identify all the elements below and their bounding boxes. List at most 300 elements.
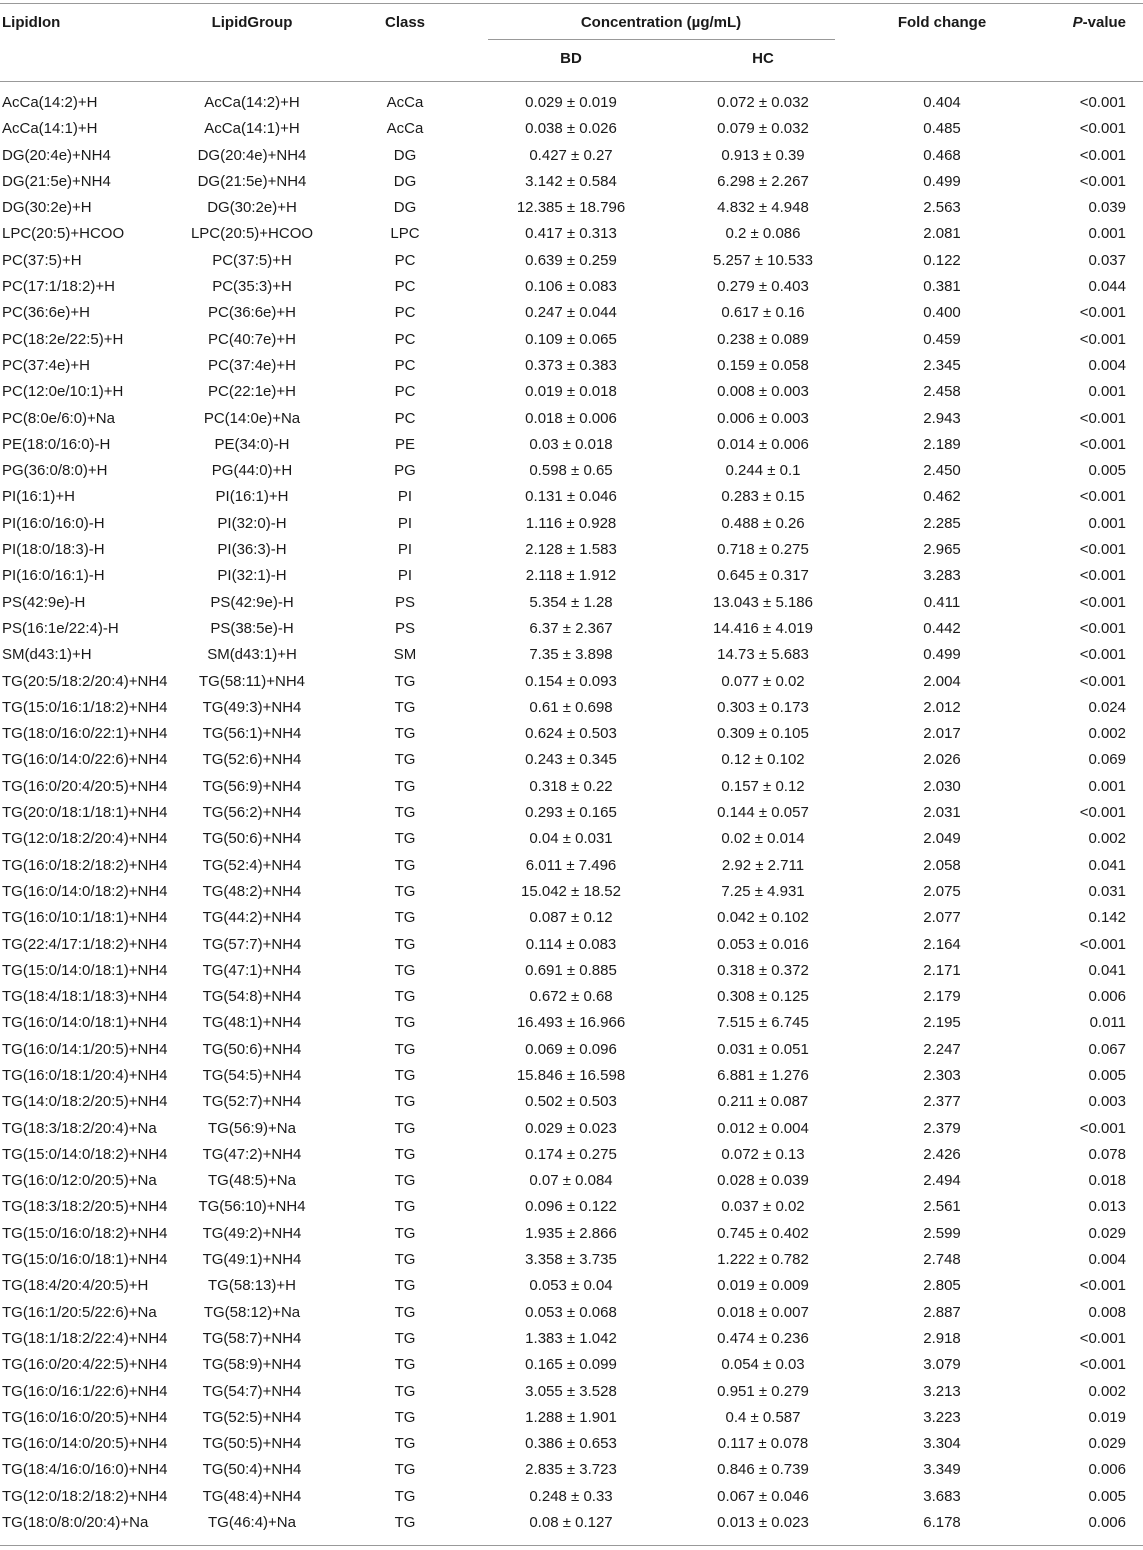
- table-row: [0, 353, 1143, 379]
- cell-bd-concentration: 0.318 ± 0.22: [529, 777, 613, 795]
- header-bd: BD: [560, 50, 582, 67]
- cell-lipid-ion: DG(20:4e)+NH4: [2, 146, 111, 164]
- cell-bd-concentration: 0.417 ± 0.313: [525, 225, 617, 243]
- cell-class: TG: [394, 1198, 416, 1216]
- cell-hc-concentration: 0.474 ± 0.236: [717, 1329, 809, 1347]
- cell-lipid-group: TG(57:7)+NH4: [202, 935, 302, 953]
- cell-p-value: <0.001: [1079, 567, 1126, 585]
- cell-lipid-ion: PS(42:9e)-H: [2, 593, 86, 611]
- cell-hc-concentration: 7.515 ± 6.745: [717, 1014, 809, 1032]
- cell-bd-concentration: 0.639 ± 0.259: [525, 251, 617, 269]
- cell-class: TG: [394, 1040, 416, 1058]
- cell-fold-change: 0.459: [923, 330, 961, 348]
- cell-p-value: <0.001: [1079, 330, 1126, 348]
- cell-lipid-group: TG(50:4)+NH4: [202, 1461, 302, 1479]
- cell-fold-change: 2.012: [923, 698, 961, 716]
- table-row: [0, 1484, 1143, 1510]
- cell-fold-change: 2.458: [923, 383, 961, 401]
- cell-p-value: 0.008: [1088, 1303, 1126, 1321]
- cell-lipid-ion: PG(36:0/8:0)+H: [2, 462, 108, 480]
- cell-bd-concentration: 0.243 ± 0.345: [525, 751, 617, 769]
- cell-lipid-group: PI(36:3)-H: [217, 541, 287, 559]
- table-row: [0, 1273, 1143, 1299]
- cell-lipid-group: TG(48:2)+NH4: [202, 882, 302, 900]
- table-row: [0, 248, 1143, 274]
- cell-p-value: <0.001: [1079, 1329, 1126, 1347]
- cell-bd-concentration: 0.598 ± 0.65: [529, 462, 613, 480]
- cell-hc-concentration: 14.73 ± 5.683: [717, 646, 809, 664]
- cell-hc-concentration: 0.913 ± 0.39: [721, 146, 805, 164]
- cell-class: LPC: [390, 225, 420, 243]
- cell-lipid-ion: PC(17:1/18:2)+H: [2, 278, 115, 296]
- cell-p-value: <0.001: [1079, 1277, 1126, 1295]
- cell-lipid-ion: TG(15:0/16:1/18:2)+NH4: [2, 698, 168, 716]
- cell-fold-change: 0.411: [923, 593, 961, 611]
- header-lipid-ion: LipidIon: [2, 14, 61, 31]
- cell-class: TG: [394, 698, 416, 716]
- cell-bd-concentration: 0.069 ± 0.096: [525, 1040, 617, 1058]
- header-class: Class: [384, 14, 426, 31]
- cell-class: TG: [394, 1145, 416, 1163]
- cell-lipid-ion: PC(8:0e/6:0)+Na: [2, 409, 115, 427]
- cell-fold-change: 2.171: [923, 961, 961, 979]
- cell-lipid-group: TG(58:13)+H: [208, 1277, 296, 1295]
- cell-class: TG: [394, 961, 416, 979]
- cell-bd-concentration: 0.04 ± 0.031: [529, 830, 613, 848]
- table-top-rule: [0, 3, 1143, 4]
- cell-class: TG: [394, 1408, 416, 1426]
- cell-fold-change: 0.381: [923, 278, 961, 296]
- cell-class: PI: [397, 567, 413, 585]
- cell-class: TG: [394, 1514, 416, 1532]
- table-row: [0, 511, 1143, 537]
- cell-class: PI: [397, 541, 413, 559]
- cell-lipid-group: PC(35:3)+H: [212, 278, 292, 296]
- cell-lipid-ion: TG(16:0/10:1/18:1)+NH4: [2, 909, 168, 927]
- cell-p-value: 0.002: [1088, 1382, 1126, 1400]
- cell-hc-concentration: 1.222 ± 0.782: [717, 1251, 809, 1269]
- cell-fold-change: 2.247: [923, 1040, 961, 1058]
- cell-class: TG: [394, 1382, 416, 1400]
- cell-lipid-group: AcCa(14:1)+H: [204, 120, 300, 138]
- cell-hc-concentration: 0.012 ± 0.004: [717, 1119, 809, 1137]
- concentration-subheader-rule: [488, 39, 835, 40]
- cell-hc-concentration: 0.718 ± 0.275: [717, 541, 809, 559]
- cell-lipid-ion: PC(12:0e/10:1)+H: [2, 383, 124, 401]
- cell-class: TG: [394, 1014, 416, 1032]
- table-row: [0, 116, 1143, 142]
- cell-bd-concentration: 0.293 ± 0.165: [525, 804, 617, 822]
- cell-fold-change: 2.189: [923, 435, 961, 453]
- cell-fold-change: 3.283: [923, 567, 961, 585]
- table-row: [0, 1089, 1143, 1115]
- cell-hc-concentration: 0.019 ± 0.009: [717, 1277, 809, 1295]
- table-row: [0, 406, 1143, 432]
- cell-bd-concentration: 0.624 ± 0.503: [525, 725, 617, 743]
- cell-hc-concentration: 0.028 ± 0.039: [717, 1172, 809, 1190]
- cell-lipid-ion: PS(16:1e/22:4)-H: [2, 619, 119, 637]
- cell-hc-concentration: 0.238 ± 0.089: [717, 330, 809, 348]
- cell-class: PS: [394, 619, 416, 637]
- cell-lipid-ion: TG(18:4/16:0/16:0)+NH4: [2, 1461, 168, 1479]
- cell-p-value: <0.001: [1079, 409, 1126, 427]
- cell-fold-change: 0.400: [923, 304, 961, 322]
- cell-p-value: <0.001: [1079, 120, 1126, 138]
- cell-p-value: 0.005: [1088, 1487, 1126, 1505]
- table-row: [0, 958, 1143, 984]
- cell-hc-concentration: 0.008 ± 0.003: [717, 383, 809, 401]
- table-row: [0, 747, 1143, 773]
- cell-hc-concentration: 0.211 ± 0.087: [717, 1093, 809, 1111]
- cell-class: TG: [394, 1119, 416, 1137]
- cell-p-value: <0.001: [1079, 1356, 1126, 1374]
- cell-lipid-group: TG(47:1)+NH4: [202, 961, 302, 979]
- cell-bd-concentration: 0.018 ± 0.006: [525, 409, 617, 427]
- cell-lipid-ion: TG(16:0/20:4/20:5)+NH4: [2, 777, 168, 795]
- cell-p-value: 0.078: [1088, 1145, 1126, 1163]
- table-row: [0, 221, 1143, 247]
- cell-bd-concentration: 5.354 ± 1.28: [529, 593, 613, 611]
- table-row: [0, 195, 1143, 221]
- cell-p-value: <0.001: [1079, 619, 1126, 637]
- cell-lipid-ion: LPC(20:5)+HCOO: [2, 225, 125, 243]
- table-row: [0, 1326, 1143, 1352]
- cell-fold-change: 3.683: [923, 1487, 961, 1505]
- cell-class: TG: [394, 1277, 416, 1295]
- cell-fold-change: 3.223: [923, 1408, 961, 1426]
- cell-fold-change: 2.748: [923, 1251, 961, 1269]
- cell-p-value: 0.001: [1088, 514, 1126, 532]
- table-row: [0, 300, 1143, 326]
- cell-class: DG: [393, 172, 417, 190]
- cell-lipid-ion: PC(18:2e/22:5)+H: [2, 330, 124, 348]
- cell-hc-concentration: 0.283 ± 0.15: [721, 488, 805, 506]
- cell-lipid-ion: TG(15:0/16:0/18:2)+NH4: [2, 1224, 168, 1242]
- cell-lipid-group: PG(44:0)+H: [211, 462, 293, 480]
- cell-p-value: 0.005: [1088, 462, 1126, 480]
- cell-lipid-ion: TG(16:1/20:5/22:6)+Na: [2, 1303, 157, 1321]
- cell-hc-concentration: 0.117 ± 0.078: [717, 1435, 809, 1453]
- cell-p-value: 0.004: [1088, 1251, 1126, 1269]
- cell-bd-concentration: 15.042 ± 18.52: [521, 882, 621, 900]
- cell-bd-concentration: 7.35 ± 3.898: [529, 646, 613, 664]
- table-row: [0, 1142, 1143, 1168]
- cell-class: PC: [394, 383, 416, 401]
- cell-hc-concentration: 0.053 ± 0.016: [717, 935, 809, 953]
- cell-lipid-ion: PI(16:1)+H: [2, 488, 75, 506]
- cell-lipid-group: PC(14:0e)+Na: [203, 409, 301, 427]
- cell-class: TG: [394, 1093, 416, 1111]
- cell-hc-concentration: 0.037 ± 0.02: [721, 1198, 805, 1216]
- cell-hc-concentration: 0.279 ± 0.403: [717, 278, 809, 296]
- cell-p-value: 0.024: [1088, 698, 1126, 716]
- cell-fold-change: 6.178: [923, 1514, 961, 1532]
- cell-lipid-group: PI(32:1)-H: [217, 567, 287, 585]
- cell-lipid-ion: PE(18:0/16:0)-H: [2, 435, 111, 453]
- table-row: [0, 484, 1143, 510]
- cell-lipid-ion: TG(18:0/8:0/20:4)+Na: [2, 1514, 149, 1532]
- cell-p-value: 0.013: [1088, 1198, 1126, 1216]
- cell-class: TG: [394, 1435, 416, 1453]
- cell-lipid-ion: DG(30:2e)+H: [2, 199, 92, 217]
- cell-hc-concentration: 6.881 ± 1.276: [717, 1066, 809, 1084]
- cell-fold-change: 0.499: [923, 646, 961, 664]
- table-row: [0, 1010, 1143, 1036]
- cell-lipid-ion: TG(15:0/14:0/18:1)+NH4: [2, 961, 168, 979]
- cell-hc-concentration: 0.02 ± 0.014: [721, 830, 805, 848]
- cell-p-value: 0.031: [1088, 882, 1126, 900]
- cell-bd-concentration: 0.07 ± 0.084: [529, 1172, 613, 1190]
- cell-lipid-group: PE(34:0)-H: [214, 435, 290, 453]
- table-row: [0, 695, 1143, 721]
- cell-fold-change: 2.077: [923, 909, 961, 927]
- table-row: [0, 432, 1143, 458]
- table-row: [0, 721, 1143, 747]
- table-row: [0, 1168, 1143, 1194]
- cell-bd-concentration: 12.385 ± 18.796: [516, 199, 626, 217]
- cell-class: TG: [394, 882, 416, 900]
- cell-bd-concentration: 0.247 ± 0.044: [525, 304, 617, 322]
- cell-p-value: 0.002: [1088, 725, 1126, 743]
- cell-hc-concentration: 0.157 ± 0.12: [721, 777, 805, 795]
- header-concentration: Concentration (µg/mL): [580, 14, 742, 31]
- cell-p-value: <0.001: [1079, 541, 1126, 559]
- cell-lipid-ion: TG(18:4/20:4/20:5)+H: [2, 1277, 149, 1295]
- cell-hc-concentration: 2.92 ± 2.711: [721, 856, 805, 874]
- cell-fold-change: 2.026: [923, 751, 961, 769]
- cell-lipid-group: PC(36:6e)+H: [208, 304, 296, 322]
- cell-bd-concentration: 0.087 ± 0.12: [529, 909, 613, 927]
- cell-lipid-group: TG(50:5)+NH4: [202, 1435, 302, 1453]
- cell-hc-concentration: 13.043 ± 5.186: [713, 593, 813, 611]
- cell-lipid-ion: TG(16:0/14:1/20:5)+NH4: [2, 1040, 168, 1058]
- table-row: [0, 642, 1143, 668]
- cell-lipid-ion: TG(18:1/18:2/22:4)+NH4: [2, 1329, 168, 1347]
- cell-class: TG: [394, 777, 416, 795]
- table-row: [0, 90, 1143, 116]
- cell-lipid-group: TG(56:1)+NH4: [202, 725, 302, 743]
- cell-class: PC: [394, 409, 416, 427]
- cell-lipid-ion: TG(15:0/14:0/18:2)+NH4: [2, 1145, 168, 1163]
- cell-fold-change: 2.164: [923, 935, 961, 953]
- cell-bd-concentration: 0.61 ± 0.698: [529, 698, 613, 716]
- cell-lipid-group: SM(d43:1)+H: [207, 646, 297, 664]
- cell-lipid-ion: PC(37:5)+H: [2, 251, 82, 269]
- cell-class: TG: [394, 1224, 416, 1242]
- cell-lipid-ion: TG(18:3/18:2/20:5)+NH4: [2, 1198, 168, 1216]
- cell-class: SM: [393, 646, 417, 664]
- cell-fold-change: 0.468: [923, 146, 961, 164]
- cell-fold-change: 2.049: [923, 830, 961, 848]
- cell-class: TG: [394, 725, 416, 743]
- table-row: [0, 1037, 1143, 1063]
- cell-p-value: <0.001: [1079, 593, 1126, 611]
- cell-p-value: 0.142: [1088, 909, 1126, 927]
- cell-hc-concentration: 7.25 ± 4.931: [721, 882, 805, 900]
- cell-lipid-ion: TG(16:0/20:4/22:5)+NH4: [2, 1356, 168, 1374]
- cell-bd-concentration: 1.935 ± 2.866: [525, 1224, 617, 1242]
- cell-p-value: <0.001: [1079, 94, 1126, 111]
- cell-bd-concentration: 0.019 ± 0.018: [525, 383, 617, 401]
- cell-lipid-group: TG(50:6)+NH4: [202, 830, 302, 848]
- cell-bd-concentration: 0.109 ± 0.065: [525, 330, 617, 348]
- cell-lipid-group: PS(38:5e)-H: [210, 619, 294, 637]
- cell-class: DG: [393, 199, 417, 217]
- cell-lipid-group: TG(56:10)+NH4: [198, 1198, 306, 1216]
- table-row: [0, 1063, 1143, 1089]
- cell-class: TG: [394, 1329, 416, 1347]
- cell-fold-change: 2.426: [923, 1145, 961, 1163]
- cell-fold-change: 2.017: [923, 725, 961, 743]
- table-row: [0, 774, 1143, 800]
- cell-hc-concentration: 0.014 ± 0.006: [717, 435, 809, 453]
- table-row: [0, 879, 1143, 905]
- cell-hc-concentration: 0.031 ± 0.051: [717, 1040, 809, 1058]
- table-row: [0, 1194, 1143, 1220]
- cell-p-value: <0.001: [1079, 1119, 1126, 1137]
- cell-lipid-group: DG(30:2e)+H: [207, 199, 297, 217]
- cell-p-value: 0.004: [1088, 356, 1126, 374]
- cell-p-value: 0.067: [1088, 1040, 1126, 1058]
- cell-lipid-group: TG(52:6)+NH4: [202, 751, 302, 769]
- cell-lipid-group: TG(48:1)+NH4: [202, 1014, 302, 1032]
- cell-bd-concentration: 0.386 ± 0.653: [525, 1435, 617, 1453]
- cell-bd-concentration: 0.131 ± 0.046: [525, 488, 617, 506]
- cell-class: TG: [394, 1172, 416, 1190]
- table-row: [0, 616, 1143, 642]
- table-row: [0, 1379, 1143, 1405]
- cell-fold-change: 0.442: [923, 619, 961, 637]
- cell-p-value: <0.001: [1079, 672, 1126, 690]
- cell-class: DG: [393, 146, 417, 164]
- cell-p-value: <0.001: [1079, 646, 1126, 664]
- cell-fold-change: 0.462: [923, 488, 961, 506]
- cell-bd-concentration: 3.142 ± 0.584: [525, 172, 617, 190]
- cell-lipid-ion: TG(16:0/18:1/20:4)+NH4: [2, 1066, 168, 1084]
- cell-lipid-group: AcCa(14:2)+H: [204, 94, 300, 111]
- cell-lipid-ion: TG(16:0/16:1/22:6)+NH4: [2, 1382, 168, 1400]
- cell-bd-concentration: 6.37 ± 2.367: [529, 619, 613, 637]
- cell-lipid-group: PC(37:5)+H: [212, 251, 292, 269]
- cell-bd-concentration: 3.055 ± 3.528: [525, 1382, 617, 1400]
- cell-lipid-ion: TG(18:0/16:0/22:1)+NH4: [2, 725, 168, 743]
- cell-hc-concentration: 0.318 ± 0.372: [717, 961, 809, 979]
- cell-fold-change: 2.599: [923, 1224, 961, 1242]
- table-row: [0, 853, 1143, 879]
- cell-lipid-group: PC(40:7e)+H: [208, 330, 296, 348]
- table-row: [0, 274, 1143, 300]
- cell-p-value: 0.041: [1088, 961, 1126, 979]
- header-p-value-suffix: -value: [1082, 14, 1126, 31]
- cell-lipid-group: TG(49:3)+NH4: [202, 698, 302, 716]
- cell-p-value: 0.029: [1088, 1224, 1126, 1242]
- cell-hc-concentration: 0.244 ± 0.1: [725, 462, 801, 480]
- table-row: [0, 537, 1143, 563]
- cell-lipid-ion: PC(36:6e)+H: [2, 304, 90, 322]
- cell-lipid-ion: TG(15:0/16:0/18:1)+NH4: [2, 1251, 168, 1269]
- cell-class: PC: [394, 251, 416, 269]
- cell-lipid-ion: AcCa(14:2)+H: [2, 94, 98, 111]
- cell-p-value: 0.006: [1088, 1514, 1126, 1532]
- cell-p-value: 0.019: [1088, 1408, 1126, 1426]
- cell-lipid-ion: PI(16:0/16:1)-H: [2, 567, 105, 585]
- cell-lipid-group: PI(32:0)-H: [217, 514, 287, 532]
- cell-fold-change: 2.887: [923, 1303, 961, 1321]
- cell-class: PC: [394, 356, 416, 374]
- cell-bd-concentration: 0.502 ± 0.503: [525, 1093, 617, 1111]
- cell-p-value: 0.001: [1088, 383, 1126, 401]
- cell-class: TG: [394, 1303, 416, 1321]
- cell-fold-change: 2.561: [923, 1198, 961, 1216]
- cell-fold-change: 2.031: [923, 804, 961, 822]
- header-fold-change: Fold change: [897, 14, 987, 31]
- cell-p-value: 0.001: [1088, 225, 1126, 243]
- cell-hc-concentration: 0.846 ± 0.739: [717, 1461, 809, 1479]
- cell-lipid-group: TG(52:4)+NH4: [202, 856, 302, 874]
- cell-lipid-group: TG(54:5)+NH4: [202, 1066, 302, 1084]
- cell-fold-change: 2.379: [923, 1119, 961, 1137]
- cell-p-value: 0.011: [1089, 1014, 1126, 1032]
- table-row: [0, 1221, 1143, 1247]
- table-body: [0, 90, 1143, 1536]
- cell-lipid-group: LPC(20:5)+HCOO: [190, 225, 314, 243]
- cell-p-value: 0.002: [1088, 830, 1126, 848]
- cell-p-value: <0.001: [1079, 304, 1126, 322]
- cell-class: TG: [394, 1251, 416, 1269]
- cell-lipid-ion: TG(12:0/18:2/18:2)+NH4: [2, 1487, 168, 1505]
- cell-class: TG: [394, 1461, 416, 1479]
- cell-p-value: 0.001: [1088, 777, 1126, 795]
- cell-class: AcCa: [386, 120, 424, 138]
- table-row: [0, 169, 1143, 195]
- cell-lipid-ion: TG(16:0/14:0/22:6)+NH4: [2, 751, 168, 769]
- cell-lipid-group: TG(44:2)+NH4: [202, 909, 302, 927]
- cell-class: TG: [394, 988, 416, 1006]
- cell-lipid-ion: DG(21:5e)+NH4: [2, 172, 111, 190]
- cell-class: PI: [397, 488, 413, 506]
- cell-p-value: 0.041: [1088, 856, 1126, 874]
- cell-p-value: <0.001: [1079, 146, 1126, 164]
- cell-fold-change: 2.075: [923, 882, 961, 900]
- cell-lipid-ion: PC(37:4e)+H: [2, 356, 90, 374]
- cell-bd-concentration: 15.846 ± 16.598: [516, 1066, 626, 1084]
- table-header-rule: [0, 81, 1143, 82]
- cell-bd-concentration: 0.427 ± 0.27: [529, 146, 613, 164]
- cell-hc-concentration: 0.159 ± 0.058: [717, 356, 809, 374]
- cell-lipid-group: TG(54:8)+NH4: [202, 988, 302, 1006]
- table-row: [0, 1352, 1143, 1378]
- cell-bd-concentration: 3.358 ± 3.735: [525, 1251, 617, 1269]
- cell-hc-concentration: 0.054 ± 0.03: [721, 1356, 805, 1374]
- cell-class: TG: [394, 672, 416, 690]
- cell-p-value: 0.029: [1088, 1435, 1126, 1453]
- cell-hc-concentration: 0.303 ± 0.173: [717, 698, 809, 716]
- cell-bd-concentration: 2.118 ± 1.912: [525, 567, 617, 585]
- cell-fold-change: 2.965: [923, 541, 961, 559]
- cell-lipid-ion: TG(18:4/18:1/18:3)+NH4: [2, 988, 168, 1006]
- cell-p-value: 0.003: [1088, 1093, 1126, 1111]
- cell-lipid-ion: TG(16:0/14:0/18:1)+NH4: [2, 1014, 168, 1032]
- cell-lipid-group: PI(16:1)+H: [215, 488, 289, 506]
- cell-lipid-group: TG(48:4)+NH4: [202, 1487, 302, 1505]
- cell-lipid-group: TG(54:7)+NH4: [202, 1382, 302, 1400]
- cell-hc-concentration: 0.2 ± 0.086: [725, 225, 801, 243]
- cell-fold-change: 2.179: [923, 988, 961, 1006]
- cell-class: TG: [394, 1066, 416, 1084]
- cell-hc-concentration: 0.072 ± 0.032: [717, 94, 809, 111]
- cell-lipid-ion: PI(16:0/16:0)-H: [2, 514, 105, 532]
- cell-lipid-group: TG(48:5)+Na: [208, 1172, 296, 1190]
